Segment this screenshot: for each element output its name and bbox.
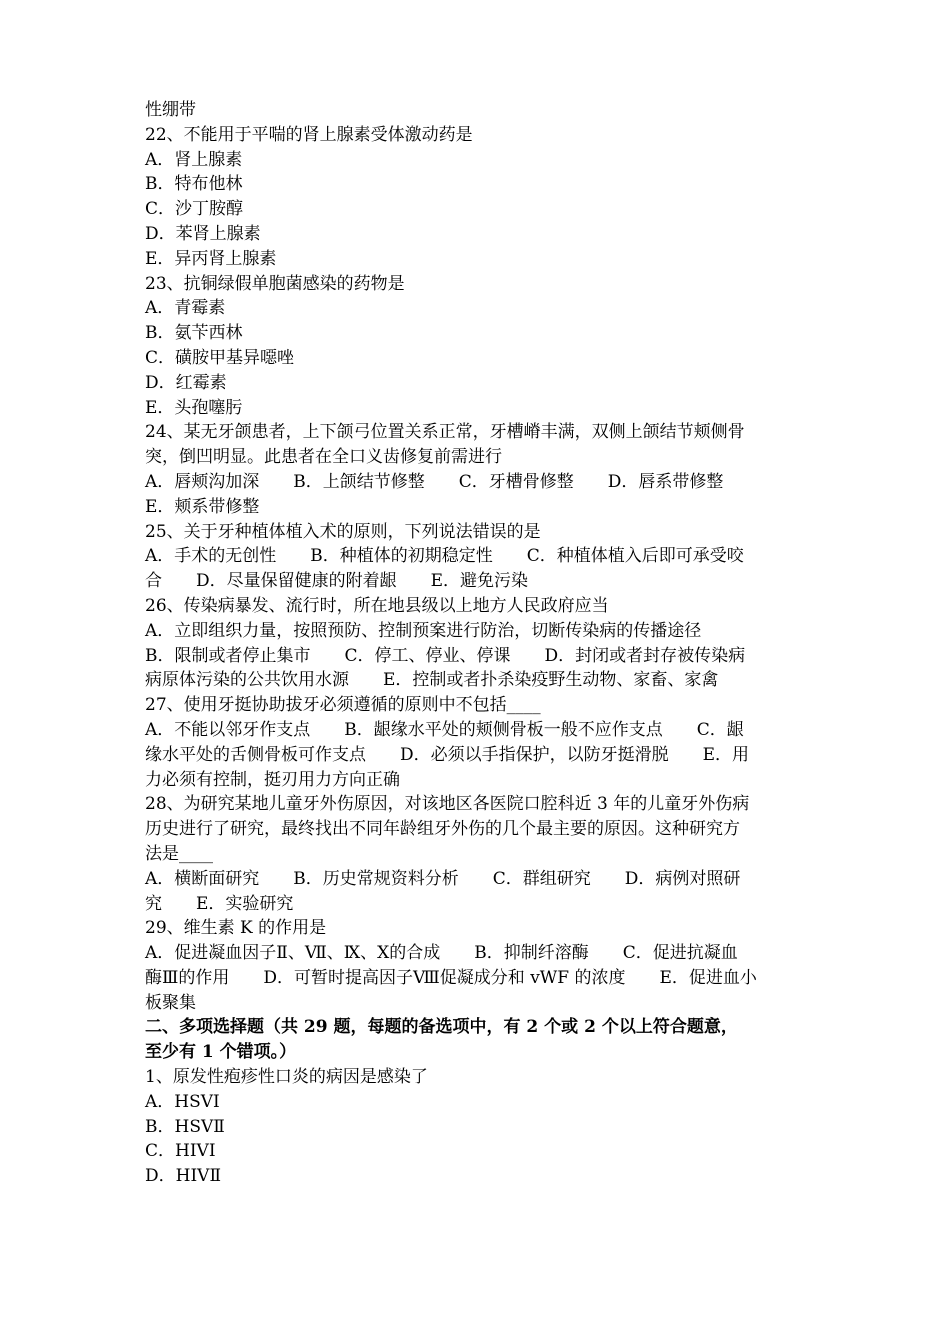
- text-line: 29、维生素 K 的作用是: [145, 918, 327, 939]
- text-line: E．异丙肾上腺素: [145, 248, 277, 269]
- text-line: C．HIVI: [145, 1141, 216, 1162]
- text-line: E．颊系带修整: [145, 496, 260, 517]
- text-line: C．沙丁胺醇: [145, 199, 244, 220]
- section-heading-line: 至少有 1 个错项。）: [145, 1042, 297, 1063]
- text-line: B．特布他林: [145, 174, 243, 195]
- text-line: 历史进行了研究，最终找出不同年龄组牙外伤的几个最主要的原因。这种研究方: [145, 819, 740, 840]
- text-line: A．唇颊沟加深 B．上颌结节修整 C．牙槽骨修整 D．唇系带修整: [145, 471, 724, 492]
- text-line: 23、抗铜绿假单胞菌感染的药物是: [145, 273, 405, 294]
- text-line: 板聚集: [145, 992, 196, 1013]
- text-line: 酶Ⅲ的作用 D．可暂时提高因子Ⅷ促凝成分和 vWF 的浓度 E．促进血小: [145, 967, 757, 988]
- text-line: D．苯肾上腺素: [145, 223, 261, 244]
- text-line: 合 D．尽量保留健康的附着龈 E．避免污染: [145, 571, 529, 592]
- text-line: 24、某无牙颌患者，上下颌弓位置关系正常，牙槽嵴丰满，双侧上颌结节颊侧骨: [145, 422, 745, 443]
- text-line: D．红霉素: [145, 372, 227, 393]
- text-line: 28、为研究某地儿童牙外伤原因，对该地区各医院口腔科近 3 年的儿童牙外伤病: [145, 794, 750, 815]
- text-line: D．HIVⅡ: [145, 1166, 222, 1187]
- document-page: [145, 98, 815, 1189]
- text-line: 突，倒凹明显。此患者在全口义齿修复前需进行: [145, 447, 502, 468]
- text-line: A．肾上腺素: [145, 149, 243, 170]
- text-line: A．手术的无创性 B．种植体的初期稳定性 C．种植体植入后即可承受咬: [145, 546, 744, 567]
- text-line: B．HSVⅡ: [145, 1116, 225, 1137]
- text-line: 究 E．实验研究: [145, 893, 294, 914]
- text-line: 22、不能用于平喘的肾上腺素受体激动药是: [145, 124, 473, 145]
- text-line: 1、原发性疱疹性口炎的病因是感染了: [145, 1067, 428, 1088]
- section-heading-line: 二、多项选择题（共 29 题，每题的备选项中，有 2 个或 2 个以上符合题意，: [145, 1017, 738, 1038]
- text-line: 25、关于牙种植体植入术的原则，下列说法错误的是: [145, 521, 541, 542]
- text-line: E．头孢噻肟: [145, 397, 243, 418]
- text-line: 26、传染病暴发、流行时，所在地县级以上地方人民政府应当: [145, 595, 609, 616]
- text-line: A．立即组织力量，按照预防、控制预案进行防治，切断传染病的传播途径: [145, 620, 702, 641]
- text-line: 法是____: [145, 843, 213, 864]
- text-line: 力必须有控制，挺刃用力方向正确: [145, 769, 400, 790]
- text-line: A．横断面研究 B．历史常规资料分析 C．群组研究 D．病例对照研: [145, 868, 741, 889]
- text-line: A．青霉素: [145, 298, 226, 319]
- text-line: B．氨苄西林: [145, 323, 243, 344]
- text-line: A．促进凝血因子Ⅱ、Ⅶ、Ⅸ、Ⅹ的合成 B．抑制纤溶酶 C．促进抗凝血: [145, 943, 738, 964]
- text-line: 性绷带: [145, 100, 196, 120]
- text-line: A．HSVI: [145, 1091, 220, 1112]
- text-line: B．限制或者停止集市 C．停工、停业、停课 D．封闭或者封存被传染病: [145, 645, 746, 666]
- text-line: 病原体污染的公共饮用水源 E．控制或者扑杀染疫野生动物、家畜、家禽: [145, 670, 719, 691]
- text-line: 27、使用牙挺协助拔牙必须遵循的原则中不包括____: [145, 695, 541, 716]
- text-line: A．不能以邻牙作支点 B．龈缘水平处的颊侧骨板一般不应作支点 C．龈: [145, 719, 744, 740]
- text-line: 缘水平处的舌侧骨板可作支点 D．必须以手指保护，以防牙挺滑脱 E．用: [145, 744, 750, 765]
- text-line: C．磺胺甲基异噁唑: [145, 347, 295, 368]
